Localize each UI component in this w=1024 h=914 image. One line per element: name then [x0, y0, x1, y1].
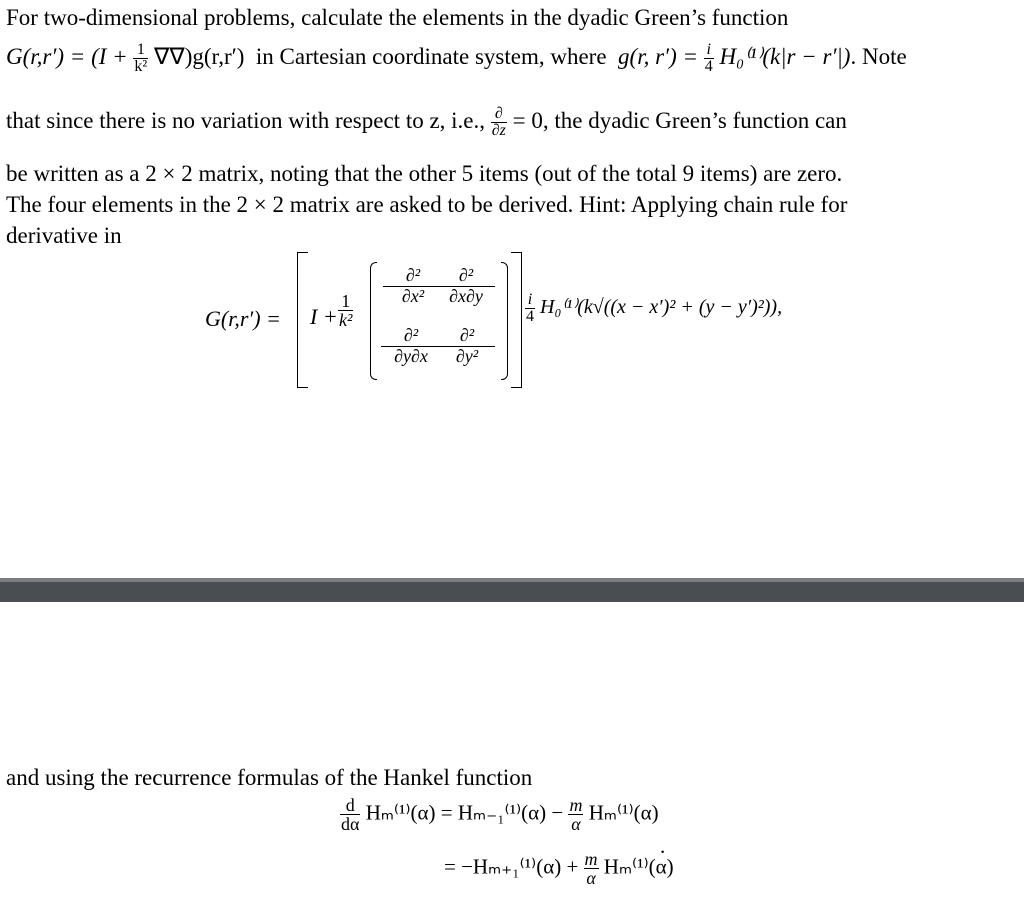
d-dalpha: $\frac{d}{d\alpha}$ — [341, 795, 360, 834]
recurrence-line-1-text: Hₘ⁽¹⁾(α) = Hₘ₋₁⁽¹⁾(α) − — [365, 800, 564, 825]
matrix-cell-xy: ∂² ∂x∂y — [437, 266, 495, 307]
rhs-hankel: H₀⁽¹⁾(k√((x − x′)² + (y − y′)²)), — [540, 296, 783, 319]
right-bracket — [511, 252, 522, 388]
hankel-term: H₀⁽¹⁾(k|r − r′|) — [719, 43, 851, 69]
identity-term: I + — [310, 304, 338, 329]
one-over-k2: $\frac{1}{\text{k²}}$ — [339, 291, 353, 330]
matrix-cell-xx: ∂² ∂x² — [383, 266, 443, 307]
matrix-cell-yy: ∂² ∂y² — [439, 326, 495, 367]
scalar-green-def: g(r, r′) = — [618, 43, 699, 69]
problem-line-1: For two-dimensional problems, calculate the elements in the dyadic Green’s function — [6, 5, 789, 30]
problem-line-2 — [6, 42, 907, 92]
matrix-paren-right — [501, 262, 508, 380]
recurrence-line-1-tail: Hₘ⁽¹⁾(α) — [588, 800, 659, 825]
line-2-text: in Cartesian coordinate system, where — [255, 43, 607, 69]
greens-eq-lhs: G(r,r′) = (I + — [6, 43, 128, 69]
greens-eq-rest: ∇∇)g(r,r′) — [153, 43, 245, 69]
matrix-equation — [205, 252, 825, 388]
recurrence-line-1 — [340, 796, 659, 833]
hankel-recurrence — [340, 796, 740, 906]
matrix-cell-yx: ∂² ∂y∂x — [381, 326, 441, 367]
rhs-i-over-4: $\frac{i}{4}$ — [526, 291, 534, 325]
matrix-rhs — [525, 292, 782, 325]
recurrence-line-2-tail: Hₘ⁽¹⁾(α) — [603, 854, 674, 879]
matrix-paren-left — [370, 262, 377, 380]
recurrence-line-2-text: = −Hₘ₊₁⁽¹⁾(α) + — [444, 854, 579, 879]
i-over-4: $\frac{i}{4}$ — [704, 41, 713, 75]
line-3-tail: , the dyadic Green’s function can — [542, 107, 847, 133]
section-divider-highlight — [0, 578, 1024, 582]
dz-frac: $\frac{\partial}{\partial z}$ — [491, 105, 506, 139]
problem-line-5: The four elements in the 2 × 2 matrix are asked to be derived. Hint: Applying chain rule for — [6, 192, 848, 217]
recurrence-dot: . — [660, 834, 666, 858]
problem-line-3 — [6, 106, 847, 156]
problem-line-4: be written as a 2 × 2 matrix, noting that the other 5 items (out of the total 9 items) are zero. — [6, 161, 843, 186]
m-over-alpha-2: $\frac{m}{\alpha}$ — [584, 849, 598, 888]
left-bracket — [297, 252, 308, 388]
m-over-alpha-1: $\frac{m}{\alpha}$ — [569, 795, 583, 834]
dz-rhs: = 0 — [512, 107, 543, 133]
recurrence-line-2 — [444, 850, 674, 887]
line-3-text: that since there is no variation with respect to z, i.e., — [6, 107, 486, 133]
greens-eq-frac: $\frac{1}{\text{k²}}$ — [134, 41, 148, 75]
note-text: . Note — [850, 43, 907, 69]
problem-line-6: derivative in — [6, 223, 122, 248]
matrix-lhs: G(r,r′) = — [205, 306, 281, 331]
problem-line-7: and using the recurrence formulas of the Hankel function — [6, 765, 533, 790]
